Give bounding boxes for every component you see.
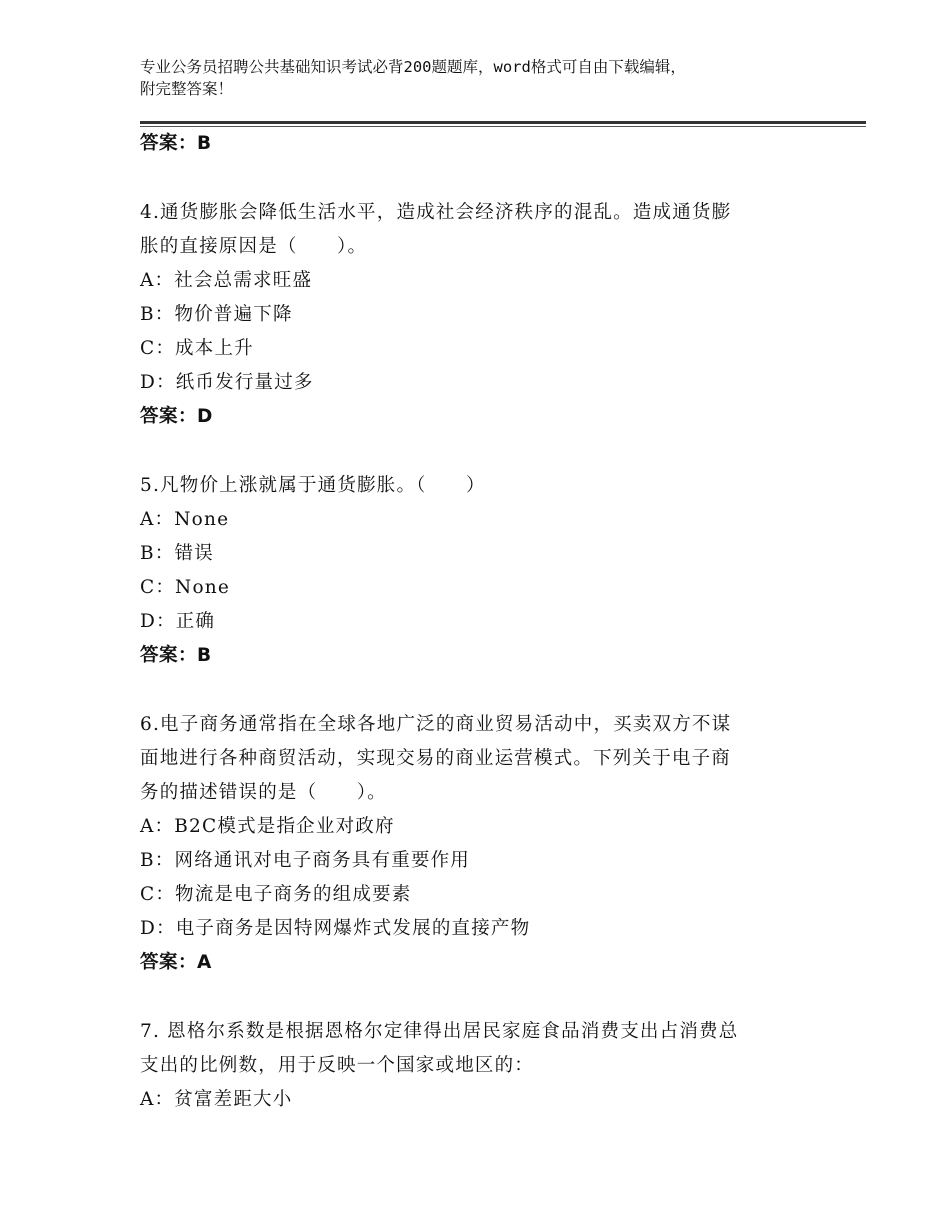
spacer xyxy=(140,980,840,1015)
question-stem-line: 务的描述错误的是（ ）。 xyxy=(140,782,387,803)
question-4 xyxy=(140,196,840,434)
question-stem-line: 支出的比例数，用于反映一个国家或地区的： xyxy=(140,1055,535,1076)
option-a: A：贫富差距大小 xyxy=(140,1089,293,1110)
answer: 答案：D xyxy=(140,406,213,427)
spacer xyxy=(140,673,840,708)
option-d: D：纸币发行量过多 xyxy=(140,372,314,393)
question-5 xyxy=(140,469,840,673)
question-stem-line: 胀的直接原因是（ ）。 xyxy=(140,236,368,257)
question-list xyxy=(140,127,840,1117)
document-header xyxy=(140,56,820,100)
answer: 答案：A xyxy=(140,952,212,973)
spacer xyxy=(140,434,840,469)
header-line-1: 专业公务员招聘公共基础知识考试必背200题题库，word格式可自由下载编辑， xyxy=(140,58,686,76)
question-7 xyxy=(140,1015,840,1117)
header-divider-thick xyxy=(140,121,866,124)
option-d: D：电子商务是因特网爆炸式发展的直接产物 xyxy=(140,918,531,939)
question-stem-line: 7. 恩格尔系数是根据恩格尔定律得出居民家庭食品消费支出占消费总 xyxy=(140,1021,739,1042)
option-a: A：None xyxy=(140,509,230,530)
question-stem-line: 4.通货膨胀会降低生活水平，造成社会经济秩序的混乱。造成通货膨 xyxy=(140,202,732,223)
option-c: C：物流是电子商务的组成要素 xyxy=(140,884,412,905)
header-line-2: 附完整答案！ xyxy=(140,80,234,98)
option-c: C：None xyxy=(140,577,231,598)
question-6 xyxy=(140,708,840,980)
question-stem-line: 5.凡物价上涨就属于通货膨胀。（ ） xyxy=(140,475,486,496)
option-b: B：网络通讯对电子商务具有重要作用 xyxy=(140,850,470,871)
option-a: A：B2C模式是指企业对政府 xyxy=(140,816,395,837)
question-stem-line: 6.电子商务通常指在全球各地广泛的商业贸易活动中，买卖双方不谋 xyxy=(140,714,732,735)
option-d: D：正确 xyxy=(140,611,216,632)
option-b: B：物价普遍下降 xyxy=(140,304,293,325)
spacer xyxy=(140,161,840,196)
option-b: B：错误 xyxy=(140,543,214,564)
option-a: A：社会总需求旺盛 xyxy=(140,270,313,291)
answer: 答案：B xyxy=(140,645,212,666)
option-c: C：成本上升 xyxy=(140,338,254,359)
previous-answer: 答案：B xyxy=(140,133,212,154)
question-stem-line: 面地进行各种商贸活动，实现交易的商业运营模式。下列关于电子商 xyxy=(140,748,732,769)
